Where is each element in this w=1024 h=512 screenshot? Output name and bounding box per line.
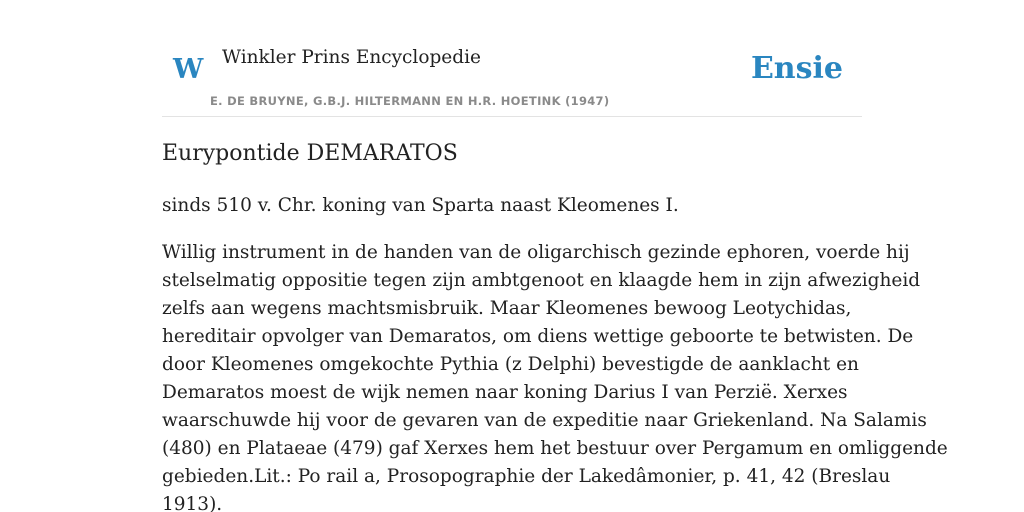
body-line: stelselmatig oppositie tegen zijn ambtgenoot en klaagde hem in zijn afwezigheid (162, 270, 921, 291)
body-line: Demaratos moest de wijk nemen naar koning Darius I van Perzië. Xerxes (162, 382, 848, 403)
intro-paragraph: sinds 510 v. Chr. koning van Sparta naast Kleomenes I. (162, 195, 679, 216)
source-authors: E. DE BRUYNE, G.B.J. HILTERMANN EN H.R. HOETINK (1947) (210, 94, 610, 108)
body-line: Willig instrument in de handen van de oligarchisch gezinde ephoren, voerde hij (162, 242, 910, 263)
source-header (162, 0, 862, 117)
body-line: 1913). (162, 494, 223, 512)
winkler-prins-logo[interactable]: W (173, 54, 204, 85)
body-paragraph (162, 239, 948, 512)
source-title-link[interactable]: Winkler Prins Encyclopedie (222, 47, 481, 68)
body-line: hereditair opvolger van Demaratos, om diens wettige geboorte te betwisten. De (162, 326, 914, 347)
body-line: door Kleomenes omgekochte Pythia (z Delphi) bevestigde de aanklacht en (162, 354, 859, 375)
body-line: waarschuwde hij voor de gevaren van de expeditie naar Griekenland. Na Salamis (162, 410, 927, 431)
body-line: gebieden.Lit.: Po rail a, Prosopographie der Lakedâmonier, p. 41, 42 (Breslau (162, 466, 891, 487)
ensie-logo-link[interactable]: Ensie (750, 51, 843, 86)
article (162, 138, 948, 512)
body-line: zelfs aan wegens machtsmisbruik. Maar Kleomenes bewoog Leotychidas, (162, 298, 852, 319)
entry-title: Eurypontide DEMARATOS (162, 141, 458, 166)
body-line: (480) en Plataeae (479) gaf Xerxes hem het bestuur over Pergamum en omliggende (162, 438, 948, 459)
